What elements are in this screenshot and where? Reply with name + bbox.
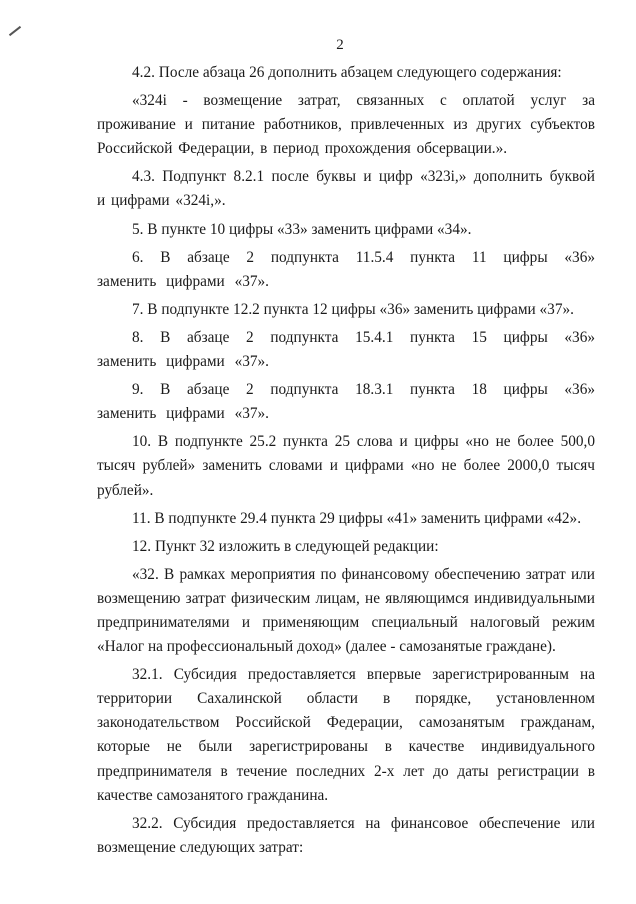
document-body (97, 61, 595, 860)
paragraph-32-2: 32.2. Субсидия предоставляется на финансовое обеспечение или возмещение следующих затрат: (97, 814, 595, 856)
paragraph-9: 9. В абзаце 2 подпункта 18.3.1 пункта 18 цифры «36» заменить цифрами «37». (97, 381, 595, 423)
page-number: 2 (336, 37, 344, 53)
paragraph-324i: «324i - возмещение затрат, связанных с оплатой услуг за проживание и питание работников, привлеченных из других субъектов Российской Федерации, в период прохождения обсервации.». (97, 92, 595, 158)
paragraph-4-3: 4.3. Подпункт 8.2.1 после буквы и цифр «323i,» дополнить буквой и цифрами «324i,». (97, 168, 595, 210)
paragraph-11: 11. В подпункте 29.4 пункта 29 цифры «41» заменить цифрами «42». (132, 509, 582, 527)
paragraph-4-2: 4.2. После абзаца 26 дополнить абзацем следующего содержания: (132, 64, 562, 81)
scan-artifact-mark (9, 26, 21, 36)
paragraph-32-1: 32.1. Субсидия предоставляется впервые зарегистрированным на территории Сахалинской области в порядке, установленном законодательством Российской Федерации, самозанятым гражданам, которые не были зарегистрированы в качестве индивидуального предпринимателя в течение последних 2-х лет до даты регистрации в качестве самозанятого гражданина. (97, 666, 595, 804)
paragraph-5: 5. В пункте 10 цифры «33» заменить цифрами «34». (132, 220, 472, 238)
paragraph-32: «32. В рамках мероприятия по финансовому обеспечению затрат или возмещению затрат физическим лицам, не являющимся индивидуальными предпринимателями и применяющим специальный налоговый режим «Налог на профессиональный доход» (далее - самозанятые граждане). (97, 565, 595, 656)
paragraph-7: 7. В подпункте 12.2 пункта 12 цифры «36» заменить цифрами «37». (132, 300, 574, 318)
paragraph-12: 12. Пункт 32 изложить в следующей редакции: (132, 537, 439, 555)
paragraph-6: 6. В абзаце 2 подпункта 11.5.4 пункта 11 цифры «36» заменить цифрами «37». (97, 248, 595, 290)
paragraph-10: 10. В подпункте 25.2 пункта 25 слова и цифры «но не более 500,0 тысяч рублей» заменить словами и цифрами «но не более 2000,0 тысяч рублей». (97, 433, 595, 499)
paragraph-8: 8. В абзаце 2 подпункта 15.4.1 пункта 15 цифры «36» заменить цифрами «37». (97, 328, 595, 371)
